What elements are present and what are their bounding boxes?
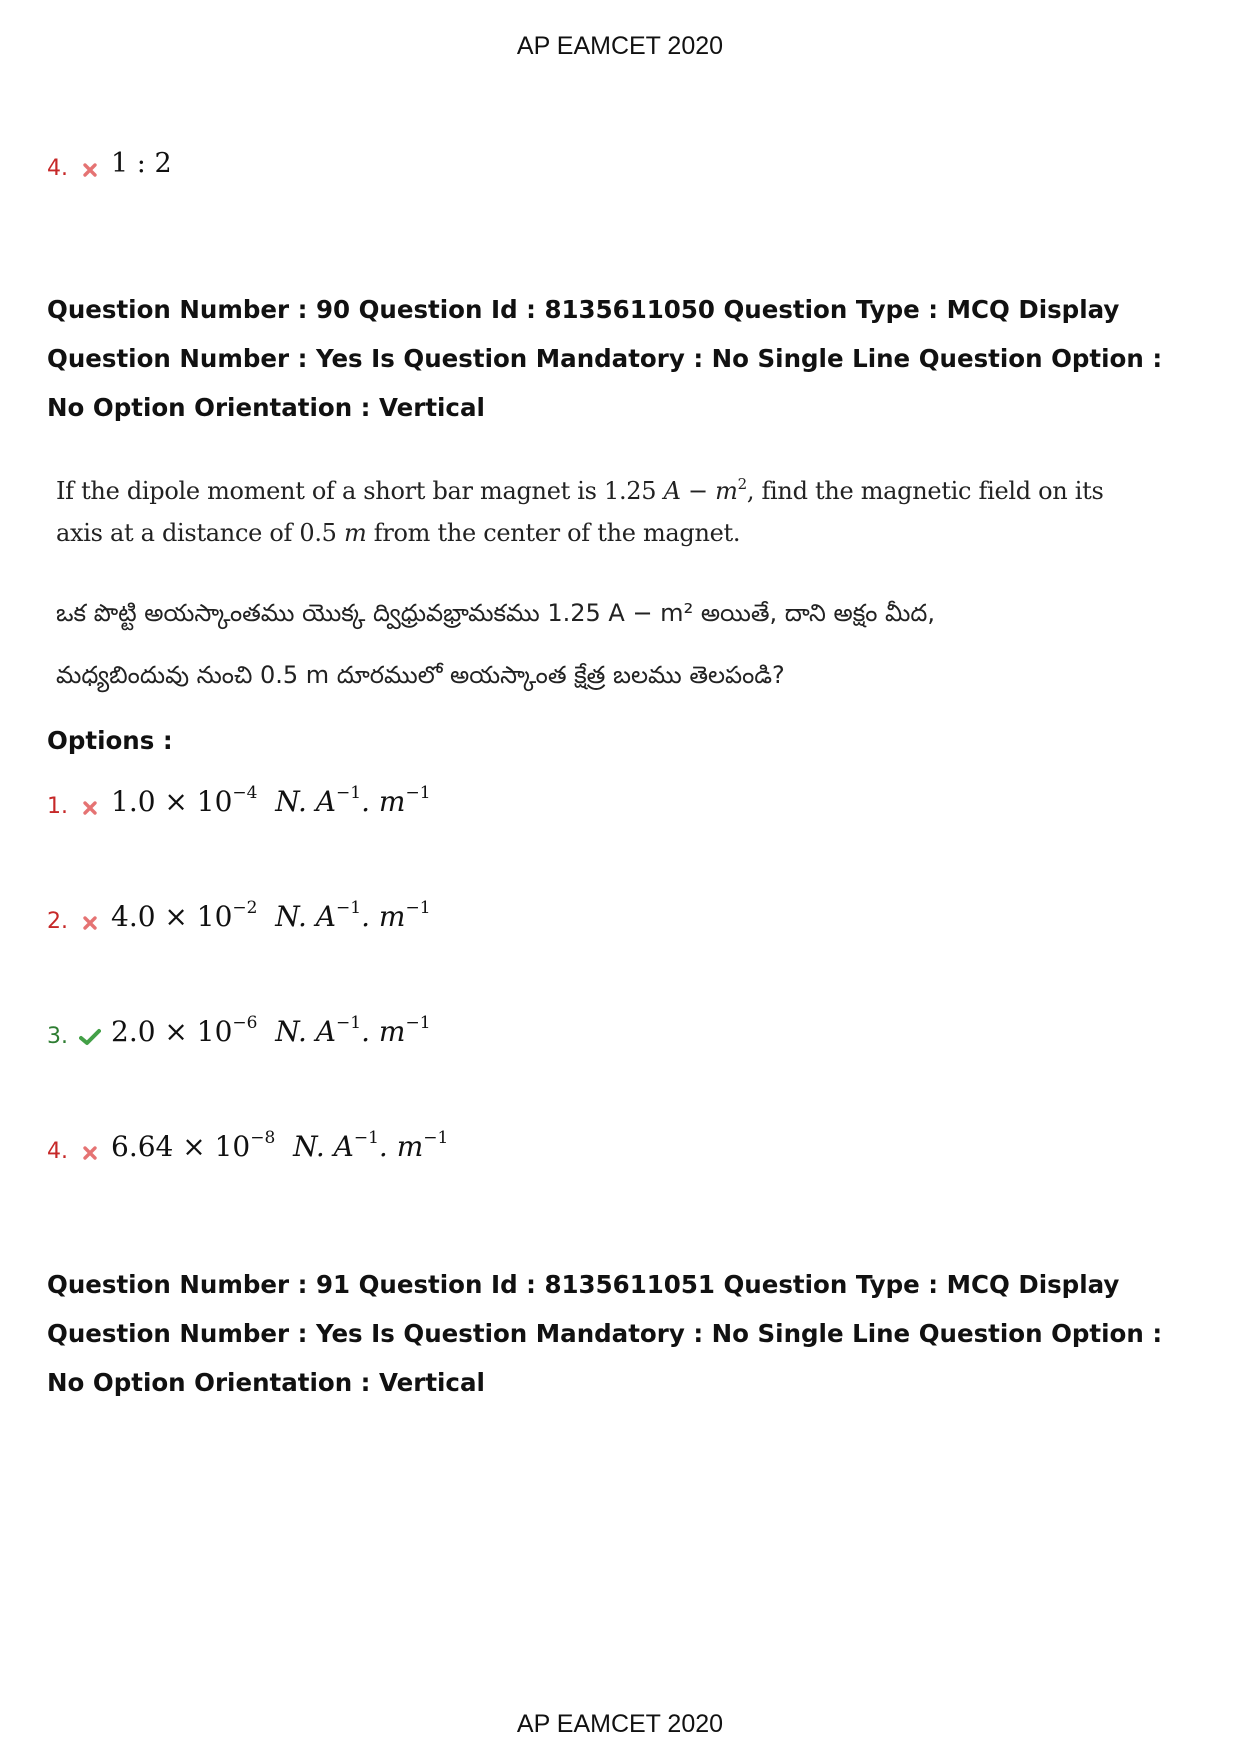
cross-icon — [79, 915, 101, 931]
option-value: $4.0 \times 10^{-2}$ N. $A^{-1}$. $m^{-1}$ — [111, 898, 431, 933]
cross-icon — [79, 1145, 101, 1161]
option-value: $1.0 \times 10^{-4}$ N. $A^{-1}$. $m^{-1}$ — [111, 783, 431, 818]
option-number: 1. — [47, 794, 68, 819]
option-row — [47, 1010, 431, 1050]
option-row — [47, 895, 431, 935]
option-row — [47, 1125, 448, 1165]
page-header: AP EAMCET 2020 — [516, 32, 724, 60]
cross-icon — [79, 162, 101, 178]
question-meta: Question Number : 91 Question Id : 8135611051 Question Type : MCQ Display Question Number : Yes Is Question Mandatory : No Single Line Question Option : No Option Orientation : Vertical — [47, 1270, 1163, 1397]
question-line: axis at a distance of 0.5 m from the center of the magnet. — [56, 519, 741, 547]
question-line: ఒక పొట్టి అయస్కాంతము యొక్క ద్విధ్రువభ్రామకము 1.25 A − m² అయితే, దాని అక్షం మీద, — [56, 599, 935, 627]
option-number: 4. — [47, 156, 68, 181]
question-line: మధ్యబిందువు నుంచి 0.5 m దూరములో అయస్కాంత క్షేత్ర బలము తెలపండి? — [56, 661, 785, 689]
option-value: $2.0 \times 10^{-6}$ N. $A^{-1}$. $m^{-1}$ — [111, 1013, 431, 1048]
check-icon — [79, 1028, 101, 1046]
question-meta: Question Number : 90 Question Id : 8135611050 Question Type : MCQ Display Question Number : Yes Is Question Mandatory : No Single Line Question Option : No Option Orientation : Vertical — [47, 295, 1163, 422]
question-text-english — [56, 470, 1104, 554]
page-footer: AP EAMCET 2020 — [516, 1710, 724, 1738]
option-value: 1 : 2 — [111, 148, 172, 179]
option-number: 4. — [47, 1139, 68, 1164]
option-row — [47, 780, 431, 820]
option-row — [47, 142, 172, 182]
option-number: 2. — [47, 909, 68, 934]
question-text-telugu — [56, 582, 935, 706]
option-value: $6.64 \times 10^{-8}$ N. $A^{-1}$. $m^{-1}$ — [111, 1128, 449, 1163]
options-label: Options : — [47, 726, 173, 755]
cross-icon — [79, 800, 101, 816]
option-number: 3. — [47, 1024, 68, 1049]
question-line: If the dipole moment of a short bar magnet is 1.25 $A - m^2$, find the magnetic field on its — [56, 475, 1104, 505]
